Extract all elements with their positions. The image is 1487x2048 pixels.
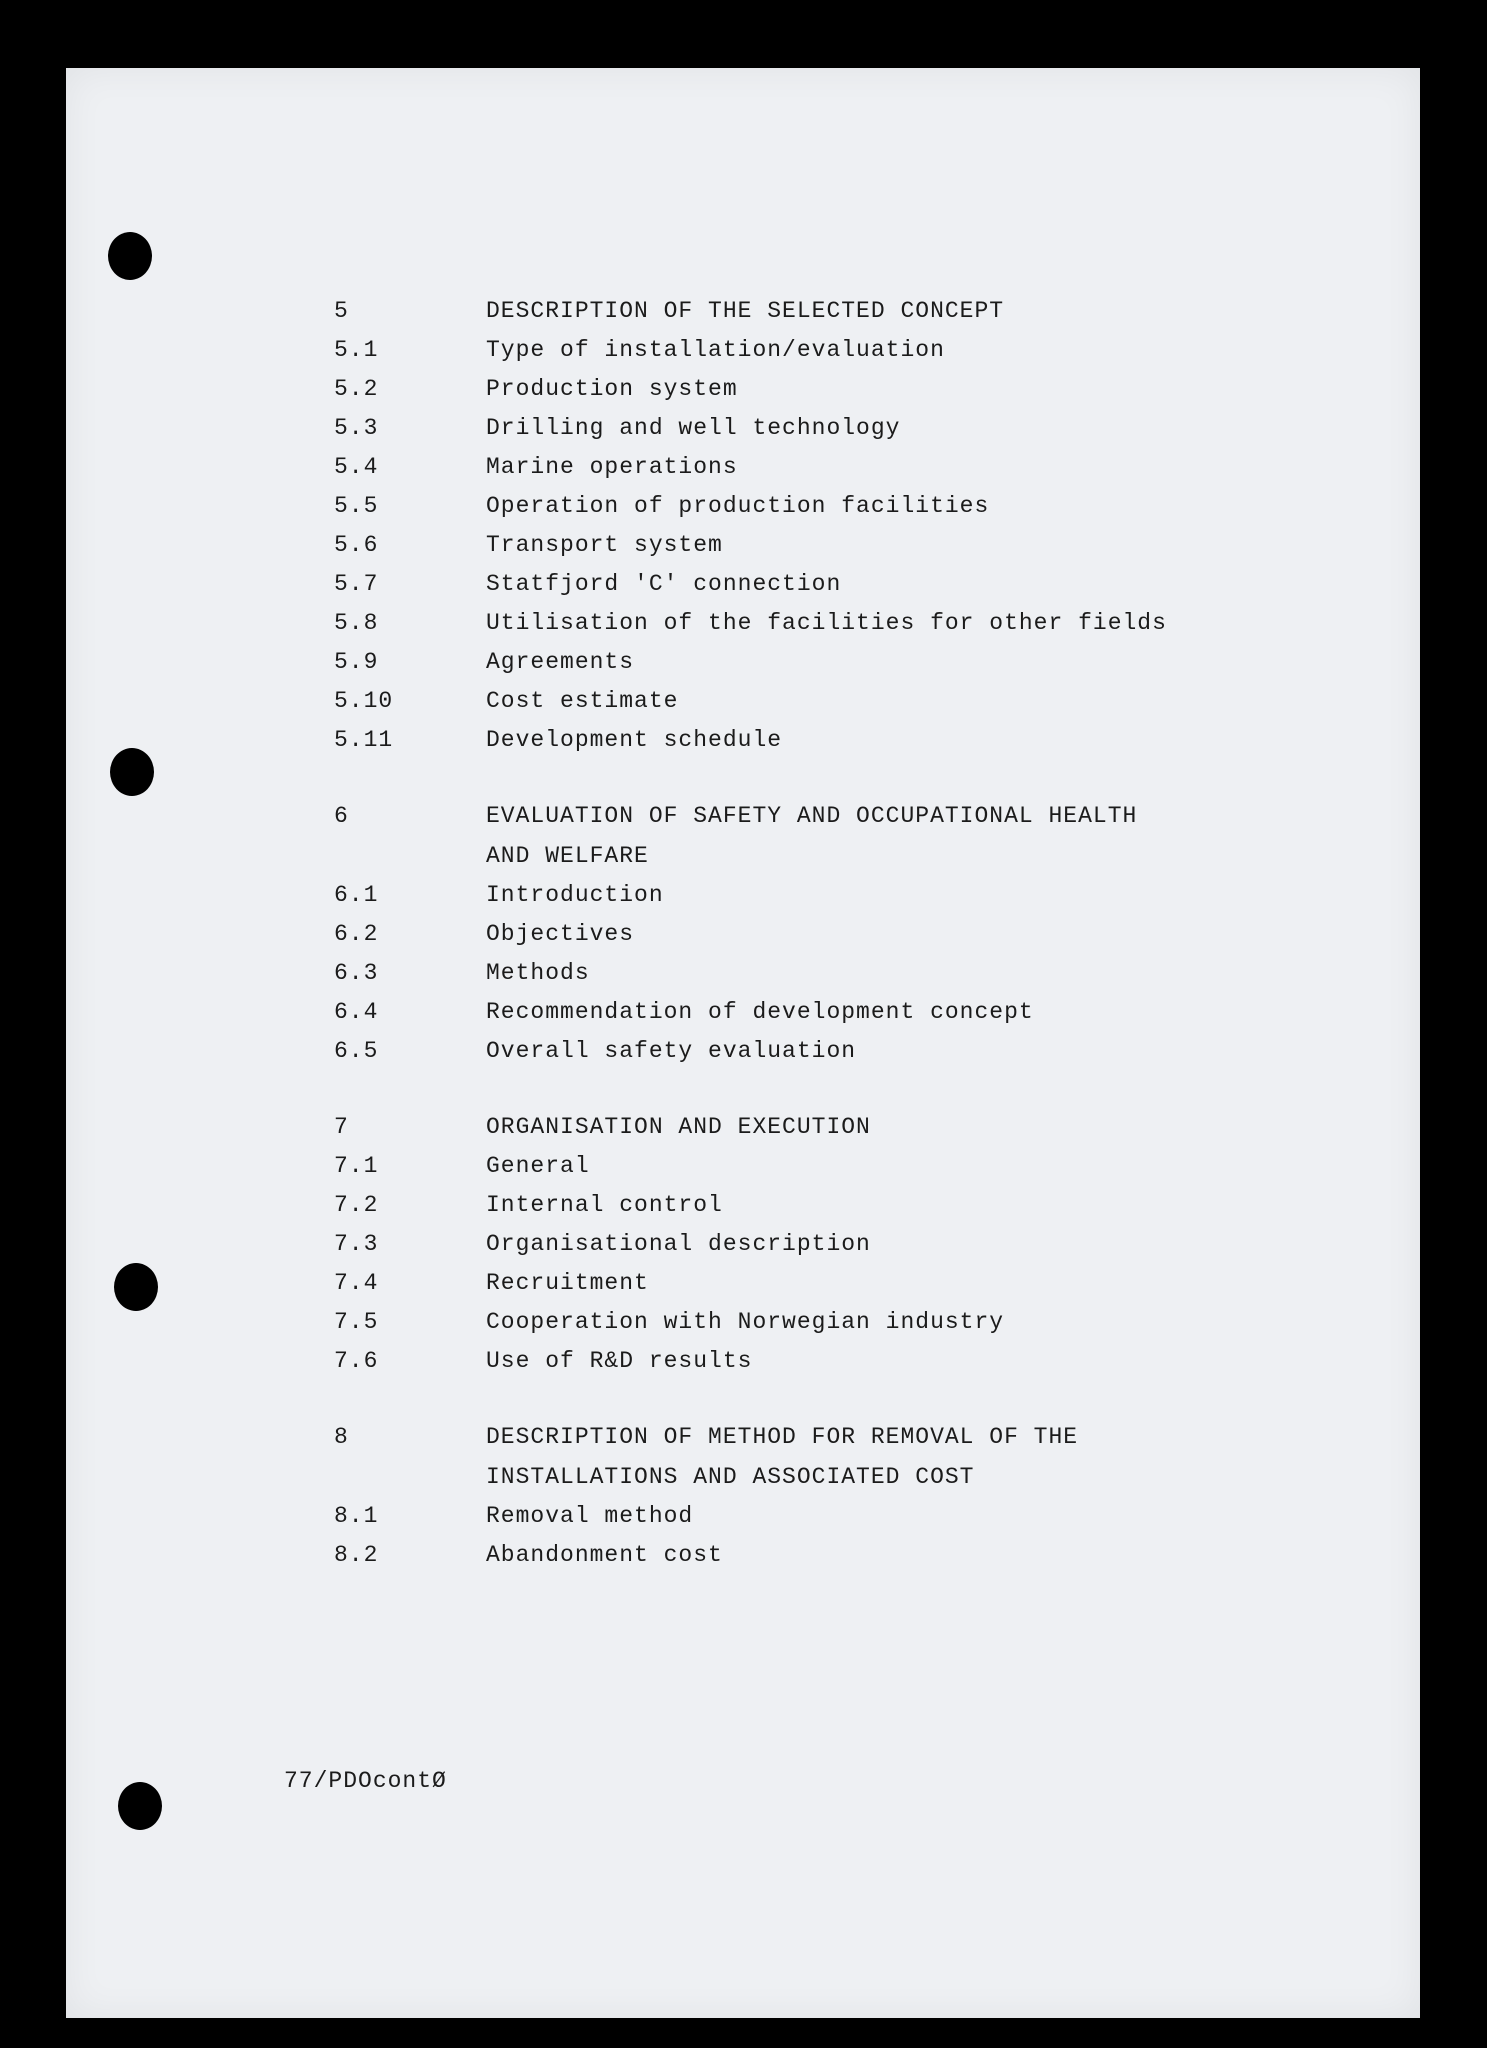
section-title: DESCRIPTION OF THE SELECTED CONCEPT <box>486 298 1005 324</box>
section-number: 6 <box>334 803 349 829</box>
item-number: 6.3 <box>334 960 379 986</box>
item-number: 8.2 <box>334 1542 379 1568</box>
item-title: Marine operations <box>486 454 738 480</box>
punch-hole <box>114 1263 158 1311</box>
item-number: 5.8 <box>334 610 379 636</box>
item-title: Operation of production facilities <box>486 493 990 519</box>
item-title: Introduction <box>486 882 664 908</box>
section-number: 8 <box>334 1424 349 1450</box>
item-number: 5.1 <box>334 337 379 363</box>
item-title: Transport system <box>486 532 723 558</box>
item-number: 7.3 <box>334 1231 379 1257</box>
item-number: 5.9 <box>334 649 379 675</box>
item-title: Cost estimate <box>486 688 679 714</box>
punch-hole <box>110 748 154 796</box>
item-title: Abandonment cost <box>486 1542 723 1568</box>
section-title: ORGANISATION AND EXECUTION <box>486 1114 871 1140</box>
section-title: EVALUATION OF SAFETY AND OCCUPATIONAL HEALTH <box>486 803 1138 829</box>
item-number: 5.6 <box>334 532 379 558</box>
item-number: 5.11 <box>334 727 394 753</box>
item-title: Use of R&D results <box>486 1348 753 1374</box>
item-title: Drilling and well technology <box>486 415 901 441</box>
item-number: 7.1 <box>334 1153 379 1179</box>
item-title: Methods <box>486 960 590 986</box>
item-number: 6.5 <box>334 1038 379 1064</box>
item-title: Internal control <box>486 1192 723 1218</box>
section-title-continued: AND WELFARE <box>486 843 649 869</box>
item-title: General <box>486 1153 590 1179</box>
document-page <box>66 68 1420 2018</box>
document-reference: 77/PDOcontØ <box>284 1768 447 1794</box>
item-title: Utilisation of the facilities for other fields <box>486 610 1167 636</box>
section-number: 5 <box>334 298 349 324</box>
item-number: 5.3 <box>334 415 379 441</box>
item-number: 7.4 <box>334 1270 379 1296</box>
punch-hole <box>118 1782 162 1830</box>
punch-hole <box>108 232 152 280</box>
item-title: Development schedule <box>486 727 783 753</box>
section-title: DESCRIPTION OF METHOD FOR REMOVAL OF THE <box>486 1424 1079 1450</box>
item-title: Agreements <box>486 649 635 675</box>
section-number: 7 <box>334 1114 349 1140</box>
item-title: Production system <box>486 376 738 402</box>
item-title: Recommendation of development concept <box>486 999 1034 1025</box>
item-title: Statfjord 'C' connection <box>486 571 842 597</box>
item-title: Organisational description <box>486 1231 871 1257</box>
item-number: 8.1 <box>334 1503 379 1529</box>
item-title: Removal method <box>486 1503 694 1529</box>
item-number: 6.2 <box>334 921 379 947</box>
item-number: 7.6 <box>334 1348 379 1374</box>
item-number: 6.4 <box>334 999 379 1025</box>
item-number: 5.7 <box>334 571 379 597</box>
item-title: Type of installation/evaluation <box>486 337 945 363</box>
item-title: Cooperation with Norwegian industry <box>486 1309 1005 1335</box>
item-title: Recruitment <box>486 1270 649 1296</box>
item-number: 5.10 <box>334 688 394 714</box>
item-title: Objectives <box>486 921 635 947</box>
item-number: 5.2 <box>334 376 379 402</box>
section-title-continued: INSTALLATIONS AND ASSOCIATED COST <box>486 1464 975 1490</box>
item-number: 5.5 <box>334 493 379 519</box>
item-number: 5.4 <box>334 454 379 480</box>
item-number: 7.5 <box>334 1309 379 1335</box>
item-title: Overall safety evaluation <box>486 1038 857 1064</box>
item-number: 7.2 <box>334 1192 379 1218</box>
item-number: 6.1 <box>334 882 379 908</box>
